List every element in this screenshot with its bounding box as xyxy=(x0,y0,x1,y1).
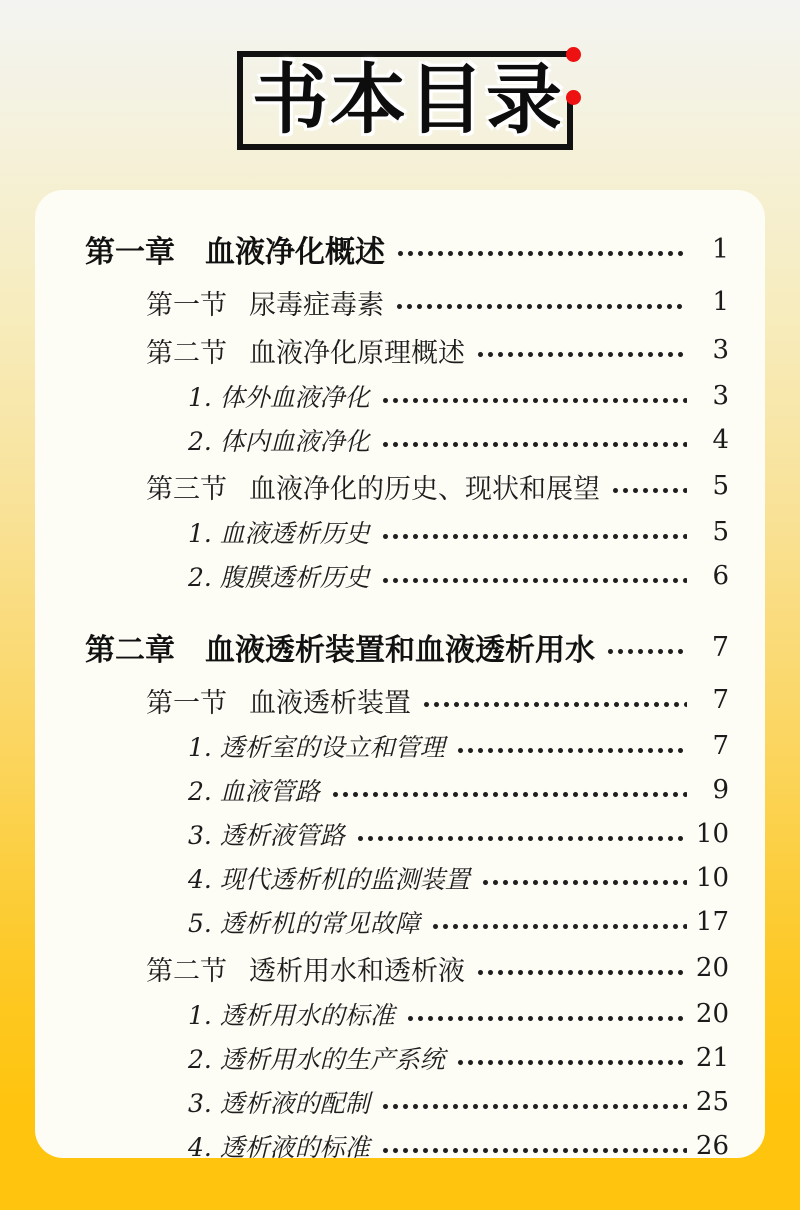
toc-entry-label: 第二节 xyxy=(146,337,227,369)
toc-entry xyxy=(85,510,729,554)
toc-entry-title: 1. 透析室的设立和管理 xyxy=(188,733,445,762)
toc-entry-title: 血液透析装置和血液透析用水 xyxy=(205,633,595,668)
dot-leader xyxy=(382,441,687,448)
toc-entry-title: 1. 体外血液净化 xyxy=(188,383,370,412)
toc-entry-page-number: 10 xyxy=(695,863,729,893)
toc-entry-title: 血液净化的历史、现状和展望 xyxy=(249,473,600,505)
title-box xyxy=(237,51,573,150)
dot-leader xyxy=(407,1015,687,1022)
toc-entry-title: 2. 腹膜透析历史 xyxy=(188,563,370,592)
toc-entry xyxy=(85,676,729,724)
dot-leader xyxy=(382,533,687,540)
toc-entry-title: 1. 透析用水的标准 xyxy=(188,1001,395,1030)
toc-entry-page-number: 3 xyxy=(712,335,729,365)
toc-entry-page-number: 9 xyxy=(712,775,729,805)
toc-entry-label: 第三节 xyxy=(146,473,227,505)
dot-leader xyxy=(382,1103,687,1110)
dot-leader xyxy=(432,923,687,930)
toc-entry xyxy=(85,1080,729,1124)
dot-leader xyxy=(457,747,687,754)
toc-entry-page-number: 10 xyxy=(695,819,729,849)
toc-entry-label: 第一节 xyxy=(146,687,227,719)
toc-entry-label: 第一章 xyxy=(85,235,175,270)
toc-entry-page-number: 1 xyxy=(712,287,729,317)
toc-entry-page-number: 26 xyxy=(695,1131,729,1161)
toc-entry-label: 第二节 xyxy=(146,955,227,987)
toc-entry xyxy=(85,220,729,278)
dot-leader xyxy=(382,577,687,584)
toc-entry-page-number: 1 xyxy=(711,233,729,265)
toc-list xyxy=(85,220,729,1168)
dot-leader xyxy=(382,1147,687,1154)
toc-entry-title: 透析用水和透析液 xyxy=(249,955,465,987)
toc-entry xyxy=(85,1124,729,1168)
dot-leader xyxy=(397,250,687,257)
toc-entry xyxy=(85,944,729,992)
toc-entry xyxy=(85,554,729,598)
toc-entry-page-number: 5 xyxy=(712,471,729,501)
toc-entry-page-number: 7 xyxy=(712,731,729,761)
toc-entry xyxy=(85,724,729,768)
toc-entry xyxy=(85,812,729,856)
toc-entry-page-number: 3 xyxy=(712,381,729,411)
dot-leader xyxy=(477,351,687,358)
toc-entry xyxy=(85,278,729,326)
toc-entry-title: 2. 体内血液净化 xyxy=(188,427,370,456)
toc-entry-page-number: 4 xyxy=(712,425,729,455)
dot-leader xyxy=(607,648,687,655)
dot-leader xyxy=(382,397,687,404)
toc-entry xyxy=(85,326,729,374)
toc-entry xyxy=(85,374,729,418)
dot-leader xyxy=(477,969,687,976)
toc-entry-title: 5. 透析机的常见故障 xyxy=(188,909,420,938)
toc-entry xyxy=(85,992,729,1036)
toc-entry-title: 血液净化概述 xyxy=(205,235,385,270)
toc-entry-page-number: 7 xyxy=(711,631,729,663)
toc-entry xyxy=(85,856,729,900)
toc-entry xyxy=(85,1036,729,1080)
toc-entry-title: 尿毒症毒素 xyxy=(249,289,384,321)
toc-entry-title: 4. 现代透析机的监测装置 xyxy=(188,865,470,894)
toc-entry-title: 血液净化原理概述 xyxy=(249,337,465,369)
page-title: 书本目录 xyxy=(252,55,564,144)
toc-entry xyxy=(85,768,729,812)
toc-entry-page-number: 6 xyxy=(712,561,729,591)
dot-leader xyxy=(457,1059,687,1066)
toc-entry-title: 2. 透析用水的生产系统 xyxy=(188,1045,445,1074)
toc-entry-title: 3. 透析液的配制 xyxy=(188,1089,370,1118)
dot-leader xyxy=(423,701,687,708)
toc-entry-page-number: 17 xyxy=(695,907,729,937)
toc-entry-page-number: 25 xyxy=(695,1087,729,1117)
toc-entry-title: 血液透析装置 xyxy=(249,687,411,719)
toc-entry-page-number: 20 xyxy=(695,953,729,983)
dot-leader xyxy=(482,879,687,886)
dot-leader xyxy=(332,791,687,798)
toc-entry-title: 1. 血液透析历史 xyxy=(188,519,370,548)
toc-entry-title: 4. 透析液的标准 xyxy=(188,1133,370,1162)
toc-entry xyxy=(85,418,729,462)
toc-entry-page-number: 7 xyxy=(712,685,729,715)
toc-entry-title: 3. 透析液管路 xyxy=(188,821,345,850)
toc-entry xyxy=(85,900,729,944)
toc-entry-label: 第一节 xyxy=(146,289,227,321)
toc-entry-page-number: 21 xyxy=(695,1043,729,1073)
dot-leader xyxy=(357,835,687,842)
toc-entry xyxy=(85,462,729,510)
dot-leader xyxy=(612,487,687,494)
toc-entry xyxy=(85,618,729,676)
toc-card xyxy=(35,190,765,1162)
toc-entry-title: 2. 血液管路 xyxy=(188,777,320,806)
toc-entry-label: 第二章 xyxy=(85,633,175,668)
dot-leader xyxy=(396,303,687,310)
toc-entry-page-number: 20 xyxy=(695,999,729,1029)
toc-entry-page-number: 5 xyxy=(712,517,729,547)
